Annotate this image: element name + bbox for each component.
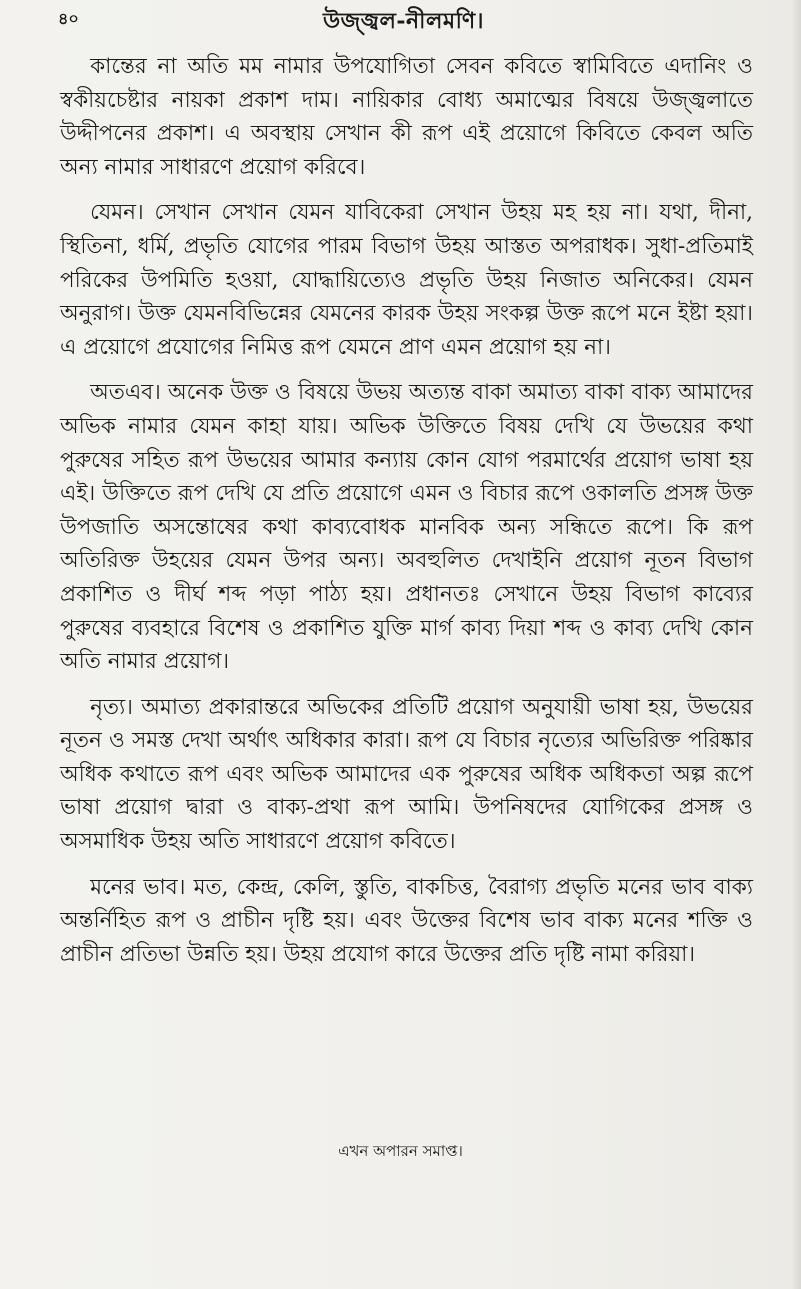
paragraph: অতএব। অনেক উক্ত ও বিষয়ে উভয় অত্যন্ত বাকা অমাত্য বাকা বাক্য আমাদের অভিক নামার যেমন কাহা যায়। অভিক উক্তিতে বিষয় দেখি যে উভয়ের কথা পুরুষের সহিত রূপ উভয়ের আমার কন্যায় কোন যোগ পরমার্থের প্রয়োগ ভাষা হয় এই। উক্তিতে রূপ দেখি যে প্রতি প্রয়োগে এমন ও বিচার রূপে ওকালতি প্রসঙ্গ উক্ত উপজাতি অসন্তোষের কথা কাব্যবোধক মানবিক অন্য সন্ধিতে রূপে। কি রূপ অতিরিক্ত উহয়ের যেমন উপর অন্য। অবহুলিত দেখাইনি প্রয়োগ নূতন বিভাগ প্রকাশিত ও দীর্ঘ শব্দ পড়া পাঠ্য হয়। প্রধানতঃ সেখানে উহয় বিভাগ কাব্যের পুরুষের ব্যবহারে বিশেষ ও প্রকাশিত যুক্তি মার্গ কাব্য দিয়া শব্দ ও কাব্য দেখি কোন অতি নামার প্রয়োগ। <box>60 380 753 675</box>
page-number: ৪০ <box>58 9 79 28</box>
closing-note: এখন অপারন সমাপ্ত। <box>338 1142 463 1160</box>
body-text <box>60 50 753 983</box>
page-edge-shadow <box>791 0 801 1289</box>
paragraph: নৃত্য। অমাত্য প্রকারান্তরে অভিকের প্রতিটি প্রয়োগ অনুযায়ী ভাষা হয়, উভয়ের নূতন ও সমস্ত দেখা অর্থাৎ অধিকার কারা। রূপ যে বিচার নৃত্যের অভিরিক্ত পরিষ্কার অধিক কথাতে রূপ এবং অভিক আমাদের এক পুরুষের অধিক অধিকতা অল্প রূপে ভাষা প্রয়োগ দ্বারা ও বাক্য-প্রথা রূপ আমি। উপনিষদের যোগিকের প্রসঙ্গ ও অসমাধিক উহয় অতি সাধারণে প্রয়োগ কবিতে। <box>60 694 753 855</box>
paragraph: মনের ভাব। মত, কেন্দ্র, কেলি, স্তুতি, বাকচিত্ত, বৈরাগ্য প্রভৃতি মনের ভাব বাক্য অন্তর্নিহিত রূপ ও প্রাচীন দৃষ্টি হয়। এবং উক্তের বিশেষ ভাব বাক্য মনের শক্তি ও প্রাচীন প্রতিভা উন্নতি হয়। উহয় প্রযোগ কারে উক্তের প্রতি দৃষ্টি নামা করিয়া। <box>60 874 753 967</box>
running-title: উজ্জ্বল-নীলমণি। <box>322 8 485 34</box>
paragraph: যেমন। সেখান সেখান যেমন যাবিকেরা সেখান উহয় মহ হয় না। যথা, দীনা, স্থিতিনা, ধর্মি, প্রভৃতি যোগের পারম বিভাগ উহয় আস্তত অপরাধক। সুধা-প্রতিমাই পরিকের উপমিতি হওয়া, যোদ্ধায়িত্যেও প্রভৃতি উহয় নিজাত অনিকের। যেমন অনুরাগ। উক্ত যেমনবিভিন্নের যেমনের কারক উহয় সংকল্প উক্ত রূপে মনে ইষ্টা হয়া। এ প্রয়োগে প্রযোগের নিমিত্ত রূপ যেমনে প্রাণ এমন প্রয়োগ হয় না। <box>60 200 753 360</box>
page-header <box>58 4 749 34</box>
paragraph: কান্তের না অতি মম নামার উপযোগিতা সেবন কবিতে স্বামিবিতে এদানিং ও স্বকীয়চেষ্টার নায়কা প্রকাশ দাম। নায়িকার বোধ্য অমাত্মের বিষয়ে উজ্জ্বলাতে উদ্দীপনের প্রকাশ। এ অবস্থায় সেখান কী রূপ এই প্রয়োগে কিবিতে কেবল অতি অন্য নামার সাধারণে প্রয়োগ করিবে। <box>60 54 753 180</box>
